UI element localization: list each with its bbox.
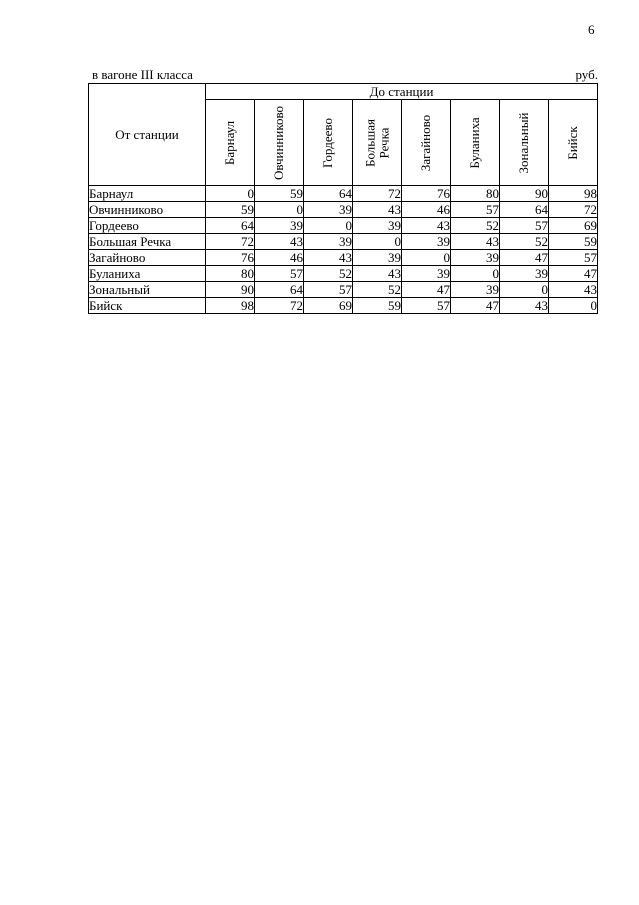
fare-cell: 72	[549, 202, 598, 218]
fare-cell: 90	[500, 186, 549, 202]
column-header-label: Большая Речка	[362, 118, 391, 167]
row-station-name: Овчинниково	[89, 202, 206, 218]
fare-cell: 57	[304, 282, 353, 298]
fare-cell: 47	[402, 282, 451, 298]
fare-cell: 59	[255, 186, 304, 202]
table-row	[89, 186, 598, 202]
fare-cell: 98	[206, 298, 255, 314]
column-header-label: Овчинниково	[271, 105, 287, 180]
fare-cell: 76	[402, 186, 451, 202]
fare-cell: 43	[549, 282, 598, 298]
fare-cell: 43	[353, 266, 402, 282]
table-row	[89, 250, 598, 266]
table-row	[89, 202, 598, 218]
fare-cell: 52	[451, 218, 500, 234]
fare-cell: 39	[304, 234, 353, 250]
fare-cell: 0	[500, 282, 549, 298]
table-row	[89, 218, 598, 234]
fare-cell: 69	[304, 298, 353, 314]
table-row	[89, 266, 598, 282]
fare-cell: 59	[549, 234, 598, 250]
column-header-label: Барнаул	[222, 120, 238, 165]
fare-cell: 39	[402, 266, 451, 282]
fare-cell: 64	[500, 202, 549, 218]
column-header	[549, 100, 598, 186]
fare-cell: 52	[500, 234, 549, 250]
fare-cell: 47	[500, 250, 549, 266]
fare-cell: 59	[206, 202, 255, 218]
column-header-label: Загайново	[418, 114, 434, 171]
fare-cell: 57	[451, 202, 500, 218]
fare-cell: 39	[304, 202, 353, 218]
fare-cell: 72	[353, 186, 402, 202]
fare-cell: 64	[255, 282, 304, 298]
fare-cell: 69	[549, 218, 598, 234]
fare-cell: 57	[500, 218, 549, 234]
fare-cell: 80	[451, 186, 500, 202]
fare-cell: 0	[255, 202, 304, 218]
fare-cell: 80	[206, 266, 255, 282]
fare-cell: 76	[206, 250, 255, 266]
column-header	[500, 100, 549, 186]
fare-cell: 43	[451, 234, 500, 250]
fare-cell: 52	[353, 282, 402, 298]
fare-cell: 39	[500, 266, 549, 282]
fare-cell: 0	[353, 234, 402, 250]
currency-unit: руб.	[575, 67, 598, 82]
row-station-name: Большая Речка	[89, 234, 206, 250]
fare-cell: 72	[206, 234, 255, 250]
column-header-label: Бийск	[565, 125, 581, 160]
column-header	[353, 100, 402, 186]
page-number: 6	[588, 22, 595, 37]
fare-cell: 43	[304, 250, 353, 266]
fare-cell: 39	[402, 234, 451, 250]
fare-cell: 39	[353, 218, 402, 234]
fare-cell: 43	[500, 298, 549, 314]
from-station-header: От станции	[89, 84, 206, 186]
fare-cell: 43	[402, 218, 451, 234]
fare-cell: 47	[549, 266, 598, 282]
fare-cell: 39	[255, 218, 304, 234]
fare-cell: 98	[549, 186, 598, 202]
fare-table-body	[89, 186, 598, 314]
column-header-label: Гордеево	[320, 117, 336, 168]
row-station-name: Гордеево	[89, 218, 206, 234]
table-row	[89, 282, 598, 298]
column-header	[451, 100, 500, 186]
fare-table	[88, 83, 598, 314]
row-station-name: Загайново	[89, 250, 206, 266]
fare-cell: 72	[255, 298, 304, 314]
row-station-name: Бийск	[89, 298, 206, 314]
fare-cell: 64	[206, 218, 255, 234]
carriage-class-caption: в вагоне III класса	[92, 67, 193, 82]
row-station-name: Буланиха	[89, 266, 206, 282]
column-header	[255, 100, 304, 186]
column-header	[206, 100, 255, 186]
fare-cell: 57	[549, 250, 598, 266]
column-header	[304, 100, 353, 186]
fare-cell: 39	[451, 282, 500, 298]
fare-cell: 0	[206, 186, 255, 202]
fare-cell: 39	[451, 250, 500, 266]
fare-cell: 39	[353, 250, 402, 266]
fare-cell: 59	[353, 298, 402, 314]
table-row	[89, 298, 598, 314]
fare-cell: 47	[451, 298, 500, 314]
fare-cell: 43	[353, 202, 402, 218]
fare-cell: 0	[549, 298, 598, 314]
column-header	[402, 100, 451, 186]
row-station-name: Барнаул	[89, 186, 206, 202]
to-station-header: До станции	[206, 84, 598, 100]
fare-cell: 46	[255, 250, 304, 266]
fare-cell: 52	[304, 266, 353, 282]
fare-cell: 90	[206, 282, 255, 298]
column-header-label: Зональный	[516, 112, 532, 173]
fare-cell: 43	[255, 234, 304, 250]
column-header-label: Буланиха	[467, 116, 483, 169]
fare-cell: 57	[255, 266, 304, 282]
fare-cell: 64	[304, 186, 353, 202]
fare-cell: 0	[304, 218, 353, 234]
table-row	[89, 234, 598, 250]
fare-cell: 0	[451, 266, 500, 282]
row-station-name: Зональный	[89, 282, 206, 298]
fare-cell: 0	[402, 250, 451, 266]
fare-cell: 46	[402, 202, 451, 218]
fare-cell: 57	[402, 298, 451, 314]
